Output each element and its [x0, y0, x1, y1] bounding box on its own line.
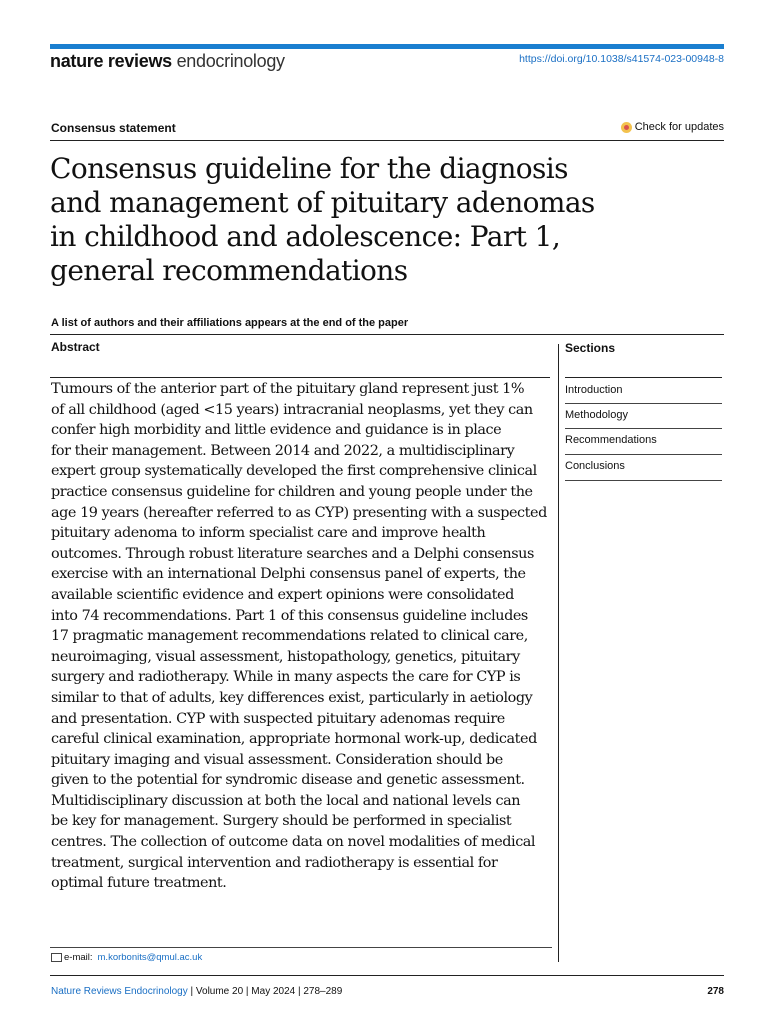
footer-details: | Volume 20 | May 2024 | 278–289 — [187, 986, 343, 997]
abstract-line: and presentation. CYP with suspected pituitary adenomas require — [51, 710, 505, 727]
article-type: Consensus statement — [51, 121, 176, 135]
section-link-methodology[interactable]: Methodology — [565, 409, 628, 421]
journal-name — [50, 51, 285, 72]
abstract-line: exercise with an international Delphi consensus panel of experts, the — [51, 566, 526, 583]
journal-name-light: endocrinology — [176, 51, 285, 71]
abstract-line: be key for management. Surgery should be performed in specialist — [51, 813, 512, 830]
abstract-line: careful clinical examination, appropriate hormonal work-up, dedicated — [51, 731, 537, 748]
sections-divider — [565, 480, 722, 481]
footer-citation — [51, 986, 342, 997]
article-title — [50, 152, 650, 288]
title-line: and management of pituitary adenomas — [50, 186, 595, 219]
abstract-line: available scientific evidence and expert opinions were consolidated — [51, 586, 514, 603]
abstract-line: Tumours of the anterior part of the pituitary gland represent just 1% — [51, 381, 525, 397]
title-line: general recommendations — [50, 254, 408, 287]
section-link-conclusions[interactable]: Conclusions — [565, 460, 625, 472]
abstract-line: age 19 years (hereafter referred to as CYP) presenting with a suspected — [51, 504, 547, 521]
authors-divider — [50, 334, 724, 335]
journal-name-bold: nature reviews — [50, 51, 172, 71]
abstract-line: centres. The collection of outcome data on novel modalities of medical — [51, 834, 536, 851]
header-accent-bar — [50, 44, 724, 49]
abstract-line: given to the potential for syndromic disease and genetic assessment. — [51, 772, 525, 789]
envelope-icon — [51, 953, 62, 962]
doi-link[interactable]: https://doi.org/10.1038/s41574-023-00948-8 — [519, 53, 724, 65]
column-divider — [558, 344, 559, 962]
title-line: Consensus guideline for the diagnosis — [50, 152, 568, 185]
abstract-line: for their management. Between 2014 and 2022, a multidisciplinary — [51, 442, 515, 459]
section-link-recommendations[interactable]: Recommendations — [565, 434, 657, 446]
footer-divider — [50, 975, 724, 976]
title-line: in childhood and adolescence: Part 1, — [50, 220, 561, 253]
abstract-line: outcomes. Through robust literature searches and a Delphi consensus — [51, 545, 534, 562]
abstract-line: into 74 recommendations. Part 1 of this consensus guideline includes — [51, 607, 528, 624]
abstract-line: similar to that of adults, key differences exist, particularly in aetiology — [51, 689, 533, 706]
abstract-line: surgery and radiotherapy. While in many aspects the care for CYP is — [51, 669, 521, 686]
check-updates-icon — [621, 122, 632, 133]
page-number: 278 — [707, 986, 724, 997]
abstract-line: pituitary adenoma to inform specialist care and improve health — [51, 525, 486, 542]
sections-heading: Sections — [565, 341, 616, 355]
email-link[interactable]: m.korbonits@qmul.ac.uk — [97, 952, 203, 963]
footer-journal[interactable]: Nature Reviews Endocrinology — [51, 986, 188, 997]
email-divider — [50, 947, 552, 948]
check-updates-label: Check for updates — [634, 121, 724, 133]
abstract-line: confer high morbidity and little evidence and guidance is in place — [51, 422, 502, 439]
abstract-line: of all childhood (aged <15 years) intracranial neoplasms, yet they can — [51, 401, 533, 418]
check-updates-button[interactable] — [621, 121, 724, 133]
abstract-line: Multidisciplinary discussion at both the local and national levels can — [51, 792, 521, 809]
abstract-divider — [50, 377, 550, 378]
corresponding-email — [51, 952, 202, 963]
section-link-introduction[interactable]: Introduction — [565, 384, 623, 396]
abstract-line: 17 pragmatic management recommendations related to clinical care, — [51, 628, 528, 645]
email-label: e-mail: — [64, 952, 93, 963]
abstract-heading: Abstract — [51, 340, 100, 354]
abstract-line: practice consensus guideline for children and young people under the — [51, 483, 533, 500]
authors-note: A list of authors and their affiliations appears at the end of the paper — [51, 317, 409, 329]
abstract-line: pituitary imaging and visual assessment. Consideration should be — [51, 751, 503, 768]
abstract-line: neuroimaging, visual assessment, histopathology, genetics, pituitary — [51, 648, 520, 665]
abstract-line: expert group systematically developed the first comprehensive clinical — [51, 463, 537, 480]
abstract-line: treatment, surgical intervention and radiotherapy is essential for — [51, 854, 498, 871]
abstract-body — [51, 379, 551, 894]
header-divider — [50, 140, 724, 141]
abstract-line: optimal future treatment. — [51, 875, 227, 892]
